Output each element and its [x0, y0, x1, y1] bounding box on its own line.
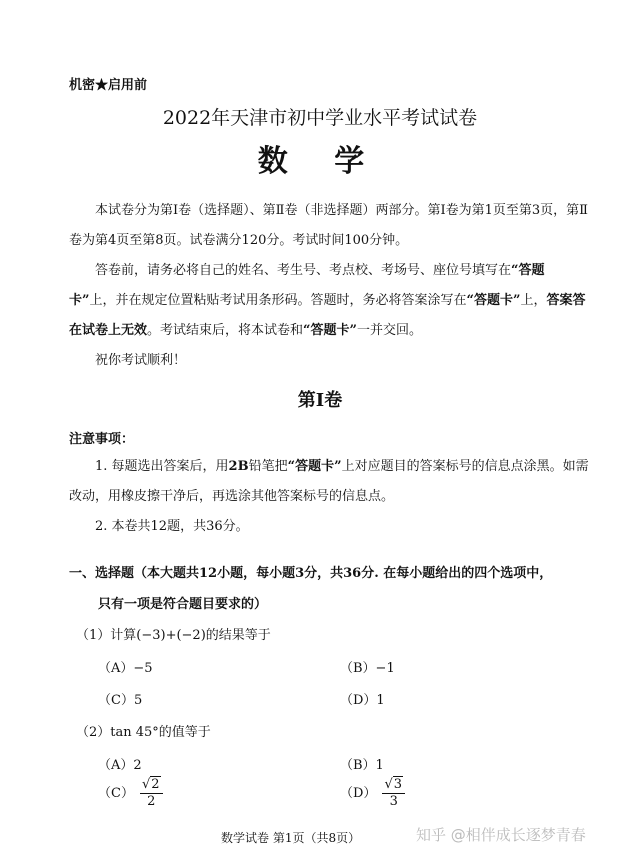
intro-p2-a: 答卷前，请务必将自己的姓名、考生号、考点校、考场号、座位号填写在: [95, 263, 512, 278]
subject-title: 数 学: [257, 144, 383, 179]
question-1-stem: （1）计算(−3)+(−2)的结果等于: [76, 628, 271, 643]
notice-item-1: [69, 452, 589, 512]
notice-block: [69, 452, 589, 542]
intro-paragraph-1: 本试卷分为第Ⅰ卷（选择题）、第Ⅱ卷（非选择题）两部分。第Ⅰ卷为第1页至第3页，第Ⅱ卷为第4页至第8页。试卷满分120分。考试时间100分钟。: [69, 203, 588, 248]
pencil-grade: 2B: [228, 459, 249, 474]
q1-option-c: （C）5: [98, 693, 143, 708]
q1-option-a: （A）−5: [98, 661, 153, 676]
q2-option-c-fraction: $\frac{√2}{2}$: [140, 777, 163, 810]
secret-mark: 机密★启用前: [69, 78, 148, 93]
intro-p2-e: 上，: [520, 293, 547, 308]
intro-p2-c: 上，并在规定位置粘贴考试用条形码。答题时，务必将答案涂写在: [89, 293, 467, 308]
page-footer: 数学试卷 第1页（共8页）: [221, 831, 361, 845]
answer-card-term-2: “答题卡”: [466, 293, 521, 308]
section1-heading-line1: 一、选择题（本大题共12小题，每小题3分，共36分. 在每小题给出的四个选项中，: [69, 566, 553, 581]
intro-block: [69, 196, 589, 376]
notice-item-2: 2. 本卷共12题，共36分。: [95, 519, 249, 534]
q2-option-c-denominator: 2: [147, 794, 156, 809]
notice-1-a: 1. 每题选出答案后，用: [95, 459, 229, 474]
invalid-answer-warning: 答案答在试卷上无效: [69, 293, 586, 338]
section1-heading-line2: 只有一项是符合题目要求的）: [98, 597, 268, 612]
exam-title: 2022年天津市初中学业水平考试试卷: [162, 107, 478, 129]
notice-heading: 注意事项：: [69, 432, 135, 447]
notice-1-e: 上对应题目的答案标号的信息点涂黑。如需改动，用橡皮擦干净后，再选涂其他答案标号的信息点。: [69, 459, 589, 504]
q2-option-d-numerator: 3: [393, 777, 403, 792]
q2-option-b: （B）1: [340, 758, 384, 773]
q2-option-d-fraction: $\frac{√3}{3}$: [382, 777, 405, 810]
notice-1-c: 铅笔把: [248, 459, 288, 474]
q1-option-b: （B）−1: [340, 661, 395, 676]
q1-option-d: （D）1: [340, 693, 385, 708]
intro-p2-i: 一并交回。: [357, 323, 423, 338]
answer-card-term-4: “答题卡”: [287, 459, 342, 474]
question-2-stem: （2）tan 45°的值等于: [76, 725, 211, 740]
answer-card-term-1: “答题卡”: [69, 263, 545, 308]
q2-option-d-label: （D）: [340, 786, 377, 801]
q2-option-a: （A）2: [98, 758, 142, 773]
part1-heading: 第Ⅰ卷: [297, 390, 343, 411]
intro-paragraph-3: 祝你考试顺利！: [95, 353, 187, 368]
q2-option-c-label: （C）: [98, 786, 134, 801]
zhihu-watermark: 知乎 @相伴成长逐梦青春: [416, 826, 586, 844]
intro-p2-g: 。考试结束后，将本试卷和: [147, 323, 304, 338]
q2-option-d-denominator: 3: [389, 794, 398, 809]
intro-paragraph-2: [69, 256, 589, 346]
answer-card-term-3: “答题卡”: [303, 323, 357, 338]
q2-option-c-numerator: 2: [151, 777, 160, 792]
q2-option-c: [98, 777, 163, 810]
q2-option-d: [340, 777, 405, 810]
